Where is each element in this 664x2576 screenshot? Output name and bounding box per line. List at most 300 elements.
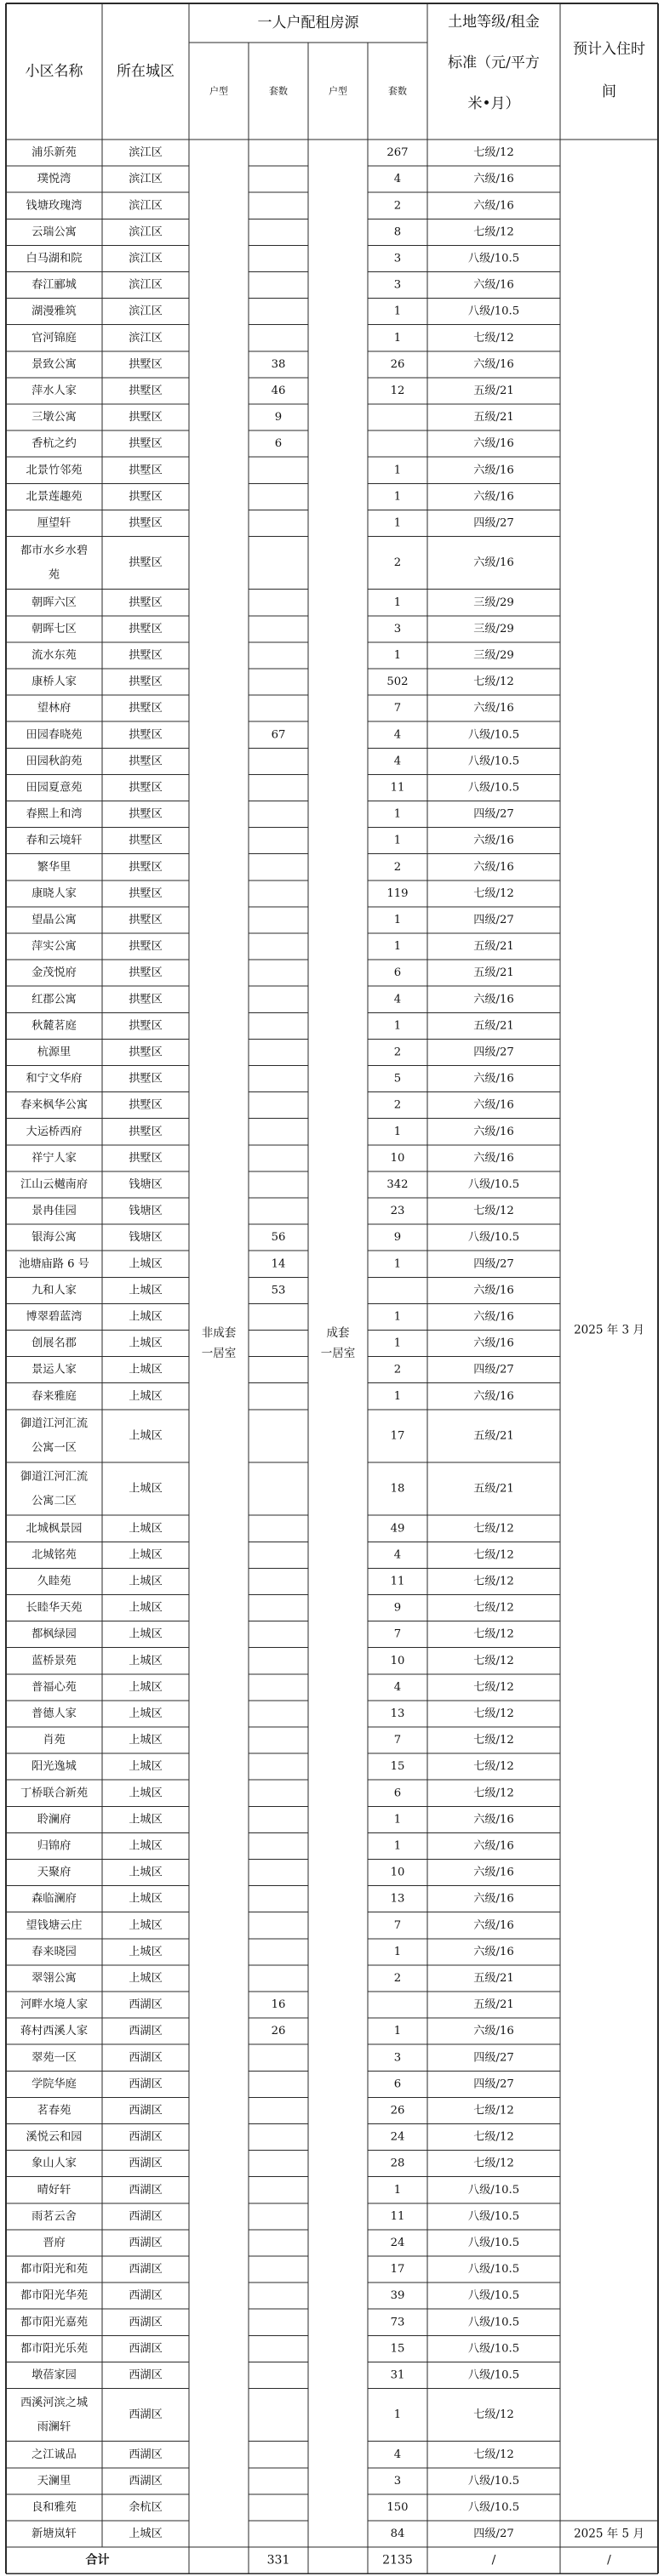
cell-land: 五级/21 [473, 384, 514, 397]
cell-count-b: 1 [393, 331, 402, 345]
cell-district: 西湖区 [129, 2077, 163, 2091]
cell-land: 六级/16 [473, 490, 514, 504]
cell-land: 五级/21 [473, 940, 514, 954]
cell-count-b: 3 [393, 2051, 402, 2065]
cell-land: 七级/12 [473, 1627, 514, 1641]
cell-district: 拱墅区 [129, 781, 163, 795]
cell-land: 六级/16 [473, 834, 514, 847]
cell-district: 拱墅区 [129, 886, 163, 900]
cell-land: 四级/27 [473, 1363, 514, 1376]
cell-district: 拱墅区 [129, 411, 163, 425]
cell-name: 北城枫景园 [26, 1522, 83, 1536]
cell-district: 上城区 [129, 1707, 163, 1720]
cell-land: 四级/27 [473, 1046, 514, 1059]
cell-name: 浦乐新苑 [31, 146, 77, 160]
cell-district: 滨江区 [129, 199, 163, 213]
cell-name-cont: 雨澜轩 [37, 2420, 72, 2434]
cell-name: 田园夏意苑 [26, 781, 83, 795]
cell-count-b: 1 [393, 1336, 402, 1350]
cell-land: 五级/21 [473, 411, 514, 425]
cell-count-b: 6 [393, 966, 402, 980]
cell-name: 杭源里 [37, 1046, 72, 1059]
date-last: 2025 年 5 月 [574, 2527, 644, 2541]
cell-count-b: 2 [393, 1046, 402, 1059]
cell-name: 望钱塘云庄 [26, 1918, 83, 1932]
header-land-line: 标准（元/平方 [448, 54, 540, 71]
header-date-line: 预计入住时 [573, 41, 645, 58]
cell-name: 璞悦湾 [37, 173, 72, 186]
cell-district: 拱墅区 [129, 464, 163, 477]
cell-district: 西湖区 [129, 2342, 163, 2356]
cell-name: 春江郦城 [31, 278, 77, 292]
cell-count-b: 13 [390, 1892, 405, 1906]
cell-count-b: 2 [393, 556, 402, 570]
cell-district: 上城区 [129, 1548, 163, 1562]
cell-land: 八级/10.5 [467, 2316, 520, 2329]
cell-count-b: 1 [393, 1839, 402, 1853]
cell-district: 西湖区 [129, 2316, 163, 2329]
cell-district: 上城区 [129, 1627, 163, 1641]
cell-district: 西湖区 [129, 2157, 163, 2170]
cell-district: 上城区 [129, 1892, 163, 1906]
cell-land: 四级/27 [473, 807, 514, 821]
cell-count-a: 38 [271, 357, 286, 371]
cell-count-a: 67 [271, 728, 286, 742]
cell-land: 五级/21 [473, 1482, 514, 1496]
cell-land: 六级/16 [473, 437, 514, 451]
cell-district: 西湖区 [129, 2104, 163, 2117]
cell-count-b: 4 [393, 2448, 402, 2461]
cell-land: 七级/12 [473, 225, 514, 239]
cell-name: 蒋村西溪人家 [20, 2025, 89, 2038]
cell-land: 三级/29 [473, 622, 514, 635]
cell-district: 拱墅区 [129, 1072, 163, 1086]
cell-name: 北景竹邻苑 [26, 464, 83, 477]
cell-name: 春和云境轩 [26, 834, 83, 847]
cell-name: 创展名郡 [31, 1336, 77, 1350]
cell-count-b: 6 [393, 1787, 402, 1800]
cell-name: 北景莲趣苑 [26, 490, 83, 504]
header-date-line: 间 [602, 83, 616, 100]
cell-land: 六级/16 [473, 1918, 514, 1932]
cell-count-b: 26 [390, 357, 405, 371]
cell-name: 都市阳光乐苑 [20, 2342, 89, 2356]
cell-count-b: 4 [393, 1548, 402, 1562]
cell-land: 六级/16 [473, 860, 514, 874]
cell-land: 六级/16 [473, 556, 514, 570]
cell-name: 河畔水境人家 [20, 1998, 89, 2012]
cell-land: 八级/10.5 [467, 2474, 520, 2488]
cell-count-b: 1 [393, 2183, 402, 2197]
cell-count-b: 17 [390, 2263, 405, 2277]
cell-name: 春来雅庭 [31, 1389, 77, 1403]
cell-land: 七级/12 [473, 1707, 514, 1720]
cell-count-b: 12 [390, 384, 405, 397]
cell-land: 八级/10.5 [467, 2368, 520, 2382]
cell-district: 上城区 [129, 1734, 163, 1747]
cell-count-b: 9 [393, 1231, 402, 1245]
cell-count-b: 1 [393, 464, 402, 477]
cell-count-b: 267 [386, 146, 409, 160]
cell-count-b: 8 [393, 225, 402, 239]
cell-land: 七级/12 [473, 2130, 514, 2144]
cell-name: 雨茗云舍 [31, 2209, 77, 2223]
cell-district: 西湖区 [129, 2368, 163, 2382]
cell-district: 滨江区 [129, 225, 163, 239]
cell-name: 田园春晓苑 [26, 728, 83, 742]
cell-name: 良和雅苑 [31, 2500, 77, 2514]
cell-district: 上城区 [129, 1310, 163, 1324]
cell-district: 西湖区 [129, 2289, 163, 2303]
cell-count-b: 7 [393, 702, 402, 715]
cell-name: 春熙上和湾 [26, 807, 83, 821]
cell-count-a: 26 [271, 2025, 286, 2038]
cell-count-b: 1 [393, 596, 402, 609]
cell-count-b: 84 [390, 2528, 405, 2541]
cell-name: 北城铭苑 [31, 1548, 77, 1562]
cell-land: 六级/16 [473, 278, 514, 292]
cell-count-b: 1 [393, 834, 402, 847]
cell-district: 拱墅区 [129, 1019, 163, 1033]
cell-count-b: 11 [390, 1575, 405, 1588]
cell-district: 上城区 [129, 1680, 163, 1694]
cell-count-b: 502 [386, 675, 409, 689]
total-date: / [607, 2553, 611, 2567]
cell-name: 景致公寓 [31, 357, 77, 371]
cell-name: 之江诚品 [31, 2448, 77, 2461]
cell-name: 蓝桥景苑 [31, 1654, 77, 1667]
cell-land: 八级/10.5 [467, 1177, 520, 1191]
cell-count-b: 17 [390, 1429, 405, 1443]
cell-name: 景运人家 [31, 1363, 77, 1376]
total-land: / [491, 2553, 496, 2567]
cell-district: 上城区 [129, 1866, 163, 1879]
cell-land: 六级/16 [473, 702, 514, 715]
cell-district: 拱墅区 [129, 1098, 163, 1112]
header-land-line: 米•月） [467, 95, 520, 112]
cell-count-b: 23 [390, 1205, 405, 1218]
cell-name: 晴好轩 [37, 2183, 72, 2197]
cell-land: 六级/16 [473, 1072, 514, 1086]
cell-district: 上城区 [129, 1839, 163, 1853]
cell-count-b: 24 [390, 2236, 405, 2249]
cell-count-a: 6 [274, 437, 283, 451]
cell-district: 西湖区 [129, 2236, 163, 2249]
cell-name: 云瑞公寓 [31, 225, 77, 239]
cell-count-b: 3 [393, 252, 402, 265]
cell-name: 康桥人家 [31, 675, 77, 689]
cell-count-b: 28 [390, 2157, 405, 2170]
cell-land: 六级/16 [473, 1284, 514, 1297]
cell-district: 上城区 [129, 1971, 163, 1985]
cell-count-b: 4 [393, 993, 402, 1006]
cell-land: 七级/12 [473, 146, 514, 160]
cell-count-b: 11 [390, 2209, 405, 2223]
cell-district: 上城区 [129, 1575, 163, 1588]
cell-name: 西溪河滨之城 [20, 2396, 89, 2409]
header-type-b: 户型 [329, 85, 347, 97]
cell-district: 拱墅区 [129, 1046, 163, 1059]
cell-district: 西湖区 [129, 2263, 163, 2277]
cell-district: 拱墅区 [129, 1125, 163, 1138]
cell-land: 七级/12 [473, 886, 514, 900]
cell-district: 上城区 [129, 1787, 163, 1800]
cell-land: 八级/10.5 [467, 728, 520, 742]
cell-count-b: 10 [390, 1866, 405, 1879]
cell-name: 钱塘玫瑰湾 [26, 199, 83, 213]
cell-district: 上城区 [129, 1336, 163, 1350]
cell-name: 都市水乡水碧 [20, 544, 89, 557]
cell-name: 繁华里 [37, 860, 72, 874]
cell-land: 三级/29 [473, 596, 514, 609]
cell-count-a: 56 [271, 1231, 286, 1245]
cell-name: 朝晖七区 [31, 622, 77, 635]
cell-land: 五级/21 [473, 1971, 514, 1985]
cell-name: 香杭之约 [31, 437, 77, 451]
cell-count-b: 4 [393, 173, 402, 186]
cell-name: 翠翎公寓 [31, 1971, 77, 1985]
cell-name: 御道江河汇流 [20, 1470, 89, 1484]
cell-land: 四级/27 [473, 913, 514, 926]
cell-land: 七级/12 [473, 1760, 514, 1774]
cell-district: 上城区 [129, 2528, 163, 2541]
cell-name: 春来晓园 [31, 1945, 77, 1958]
cell-count-b: 73 [390, 2316, 405, 2329]
cell-name: 三墩公寓 [31, 411, 77, 425]
cell-land: 七级/12 [473, 1734, 514, 1747]
cell-land: 七级/12 [473, 2408, 514, 2422]
cell-district: 滨江区 [129, 252, 163, 265]
cell-district: 钱塘区 [129, 1177, 163, 1191]
cell-land: 七级/12 [473, 2157, 514, 2170]
cell-land: 六级/16 [473, 2025, 514, 2038]
cell-name: 天聚府 [37, 1866, 72, 1879]
merged-type-a: 一居室 [201, 1347, 237, 1361]
cell-land: 四级/27 [473, 2528, 514, 2541]
cell-district: 拱墅区 [129, 702, 163, 715]
cell-name: 萍实公寓 [31, 940, 77, 954]
cell-count-b: 1 [393, 1389, 402, 1403]
cell-count-b: 49 [390, 1522, 405, 1536]
cell-count-b: 2 [393, 1098, 402, 1112]
cell-name: 博翠碧蓝湾 [26, 1310, 83, 1324]
cell-land: 六级/16 [473, 1813, 514, 1827]
cell-district: 西湖区 [129, 2408, 163, 2422]
cell-land: 八级/10.5 [467, 305, 520, 318]
cell-land: 八级/10.5 [467, 2289, 520, 2303]
cell-name: 望林府 [37, 702, 72, 715]
cell-count-b: 10 [390, 1151, 405, 1165]
cell-count-b: 2 [393, 1971, 402, 1985]
cell-land: 七级/12 [473, 2448, 514, 2461]
header-name: 小区名称 [25, 63, 83, 80]
cell-count-b: 1 [393, 913, 402, 926]
cell-count-b: 1 [393, 940, 402, 954]
cell-count-b: 4 [393, 728, 402, 742]
cell-land: 八级/10.5 [467, 2500, 520, 2514]
cell-count-b: 1 [393, 1125, 402, 1138]
cell-district: 西湖区 [129, 2183, 163, 2197]
cell-name: 茗春苑 [37, 2104, 72, 2117]
cell-land: 六级/16 [473, 464, 514, 477]
cell-district: 拱墅区 [129, 357, 163, 371]
cell-count-b: 119 [386, 886, 409, 900]
cell-count-b: 1 [393, 648, 402, 662]
cell-name-cont: 公寓二区 [31, 1494, 77, 1507]
cell-land: 六级/16 [473, 1866, 514, 1879]
cell-name: 肖苑 [43, 1734, 66, 1747]
cell-district: 拱墅区 [129, 596, 163, 609]
cell-land: 七级/12 [473, 1575, 514, 1588]
header-district: 所在城区 [117, 63, 175, 80]
cell-name: 江山云樾南府 [20, 1177, 89, 1191]
cell-district: 上城区 [129, 1760, 163, 1774]
cell-name: 祥宁人家 [31, 1151, 77, 1165]
cell-district: 拱墅区 [129, 993, 163, 1006]
cell-count-b: 1 [393, 807, 402, 821]
cell-district: 拱墅区 [129, 1151, 163, 1165]
cell-count-b: 1 [393, 2408, 402, 2422]
cell-district: 上城区 [129, 1257, 163, 1271]
header-count-a: 套数 [269, 85, 288, 97]
cell-district: 余杭区 [129, 2500, 163, 2514]
cell-name: 溪悦云和园 [26, 2130, 83, 2144]
cell-district: 上城区 [129, 1363, 163, 1376]
cell-name: 御道江河汇流 [20, 1417, 89, 1431]
cell-land: 六级/16 [473, 1151, 514, 1165]
cell-land: 四级/27 [473, 1257, 514, 1271]
cell-land: 六级/16 [473, 357, 514, 371]
cell-district: 钱塘区 [129, 1205, 163, 1218]
cell-name: 湖漫雅筑 [31, 305, 77, 318]
cell-land: 八级/10.5 [467, 2342, 520, 2356]
cell-name: 大运桥西府 [26, 1125, 83, 1138]
cell-name: 春来枫华公寓 [20, 1098, 89, 1112]
cell-name: 金茂悦府 [31, 966, 77, 980]
cell-count-b: 7 [393, 1918, 402, 1932]
cell-count-b: 6 [393, 2077, 402, 2091]
cell-district: 上城区 [129, 1654, 163, 1667]
cell-name: 红郡公寓 [31, 993, 77, 1006]
cell-land: 三级/29 [473, 648, 514, 662]
cell-name: 康晓人家 [31, 886, 77, 900]
cell-district: 西湖区 [129, 2474, 163, 2488]
cell-land: 六级/16 [473, 173, 514, 186]
cell-name: 流水东苑 [31, 648, 77, 662]
cell-land: 六级/16 [473, 993, 514, 1006]
cell-count-b: 7 [393, 1734, 402, 1747]
cell-district: 上城区 [129, 1601, 163, 1615]
cell-name-cont: 公寓一区 [31, 1441, 77, 1455]
cell-count-b: 2 [393, 199, 402, 213]
cell-district: 西湖区 [129, 1998, 163, 2012]
cell-district: 拱墅区 [129, 755, 163, 768]
cell-name: 丁桥联合新苑 [20, 1787, 89, 1800]
cell-name: 晋府 [43, 2236, 66, 2249]
cell-land: 五级/21 [473, 1019, 514, 1033]
cell-name: 都市阳光和苑 [20, 2263, 89, 2277]
cell-district: 拱墅区 [129, 556, 163, 570]
cell-count-b: 3 [393, 622, 402, 635]
cell-count-b: 11 [390, 781, 405, 795]
cell-name: 厘望轩 [37, 516, 72, 530]
cell-district: 西湖区 [129, 2051, 163, 2065]
cell-count-b: 150 [386, 2500, 409, 2514]
cell-land: 八级/10.5 [467, 252, 520, 265]
merged-type-b: 一居室 [320, 1347, 356, 1361]
cell-land: 五级/21 [473, 1998, 514, 2012]
cell-count-b: 5 [393, 1072, 402, 1086]
cell-name-cont: 苑 [48, 568, 60, 582]
cell-district: 上城区 [129, 1813, 163, 1827]
cell-land: 七级/12 [473, 1787, 514, 1800]
cell-district: 拱墅区 [129, 728, 163, 742]
cell-district: 拱墅区 [129, 807, 163, 821]
cell-count-b: 18 [390, 1482, 405, 1496]
cell-count-b: 15 [390, 1760, 405, 1774]
cell-count-b: 2 [393, 1363, 402, 1376]
cell-count-b: 1 [393, 516, 402, 530]
cell-count-b: 15 [390, 2342, 405, 2356]
cell-name: 新塘岚轩 [31, 2528, 77, 2541]
cell-count-b: 2 [393, 860, 402, 874]
cell-land: 六级/16 [473, 1945, 514, 1958]
cell-district: 拱墅区 [129, 516, 163, 530]
cell-land: 八级/10.5 [467, 2236, 520, 2249]
cell-land: 八级/10.5 [467, 2209, 520, 2223]
cell-district: 上城区 [129, 1945, 163, 1958]
cell-district: 西湖区 [129, 2025, 163, 2038]
cell-count-a: 53 [271, 1284, 286, 1297]
header-land-line: 土地等级/租金 [448, 14, 540, 31]
cell-district: 拱墅区 [129, 860, 163, 874]
date-main: 2025 年 3 月 [574, 1323, 644, 1337]
cell-count-b: 4 [393, 1680, 402, 1694]
cell-name: 天澜里 [37, 2474, 72, 2488]
cell-land: 七级/12 [473, 1654, 514, 1667]
cell-count-b: 1 [393, 305, 402, 318]
cell-district: 西湖区 [129, 2130, 163, 2144]
cell-count-b: 3 [393, 2474, 402, 2488]
cell-count-b: 342 [386, 1177, 409, 1191]
cell-land: 八级/10.5 [467, 1231, 520, 1245]
cell-district: 拱墅区 [129, 648, 163, 662]
cell-land: 五级/21 [473, 1429, 514, 1443]
cell-count-b: 3 [393, 278, 402, 292]
total-count-a: 331 [266, 2553, 290, 2567]
cell-name: 翠苑一区 [31, 2051, 77, 2065]
cell-name: 久睦苑 [37, 1575, 72, 1588]
cell-land: 六级/16 [473, 1892, 514, 1906]
cell-count-b: 31 [390, 2368, 405, 2382]
merged-type-a: 非成套 [201, 1326, 237, 1341]
cell-land: 七级/12 [473, 1548, 514, 1562]
cell-district: 拱墅区 [129, 675, 163, 689]
cell-district: 拱墅区 [129, 913, 163, 926]
cell-count-b: 1 [393, 2025, 402, 2038]
cell-land: 六级/16 [473, 1336, 514, 1350]
cell-district: 拱墅区 [129, 437, 163, 451]
cell-district: 拱墅区 [129, 622, 163, 635]
cell-count-b: 10 [390, 1654, 405, 1667]
cell-land: 四级/27 [473, 2077, 514, 2091]
cell-count-b: 4 [393, 755, 402, 768]
cell-name: 和宁文华府 [26, 1072, 83, 1086]
cell-district: 滨江区 [129, 331, 163, 345]
header-type-a: 户型 [209, 85, 228, 97]
cell-count-b: 1 [393, 490, 402, 504]
cell-count-b: 1 [393, 1257, 402, 1271]
